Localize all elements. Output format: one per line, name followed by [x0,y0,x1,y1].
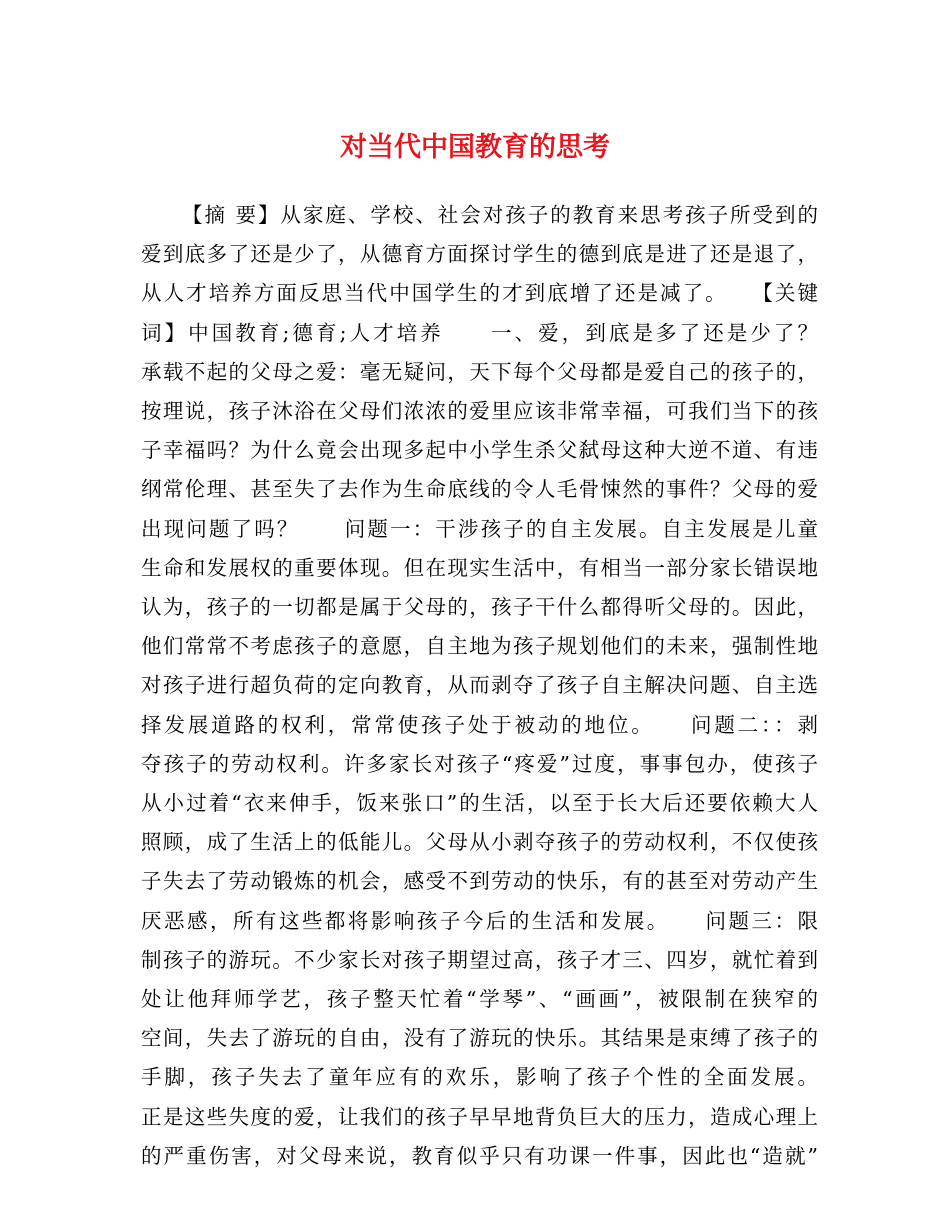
body-line: 承载不起的父母之爱：毫无疑问，天下每个父母都是爱自己的孩子的， [141,359,818,384]
body-line: 生命和发展权的重要体现。但在现实生活中，有相当一部分家长错误地 [141,555,818,580]
body-line: 【摘 要】从家庭、学校、社会对孩子的教育来思考孩子所受到的 [182,203,818,227]
body-line: 子失去了劳动锻炼的机会，感受不到劳动的快乐，有的甚至对劳动产生 [141,869,818,894]
body-line: 爱到底多了还是少了，从德育方面探讨学生的德到底是进了还是退了， [141,242,818,267]
body-line: 从小过着“衣来伸手，饭来张口”的生活，以至于长大后还要依赖大人 [141,791,818,816]
body-line: 出现问题了吗？ 问题一：干涉孩子的自主发展。自主发展是儿童 [141,516,818,541]
body-line: 他们常常不考虑孩子的意愿，自主地为孩子规划他们的未来，强制性地 [141,634,818,659]
body-line: 的严重伤害，对父母来说，教育似乎只有功课一件事，因此也“造就” [141,1143,818,1168]
body-line: 夺孩子的劳动权利。许多家长对孩子“疼爱”过度，事事包办，使孩子 [141,751,818,776]
body-line: 子幸福吗？为什么竟会出现多起中小学生杀父弑母这种大逆不道、有违 [141,438,818,463]
body-line: 对孩子进行超负荷的定向教育，从而剥夺了孩子自主解决问题、自主选 [141,673,818,698]
body-line: 照顾，成了生活上的低能儿。父母从小剥夺孩子的劳动权利，不仅使孩 [141,830,818,855]
body-line: 择发展道路的权利，常常使孩子处于被动的地位。 问题二：：剥 [141,712,818,737]
body-line: 从人才培养方面反思当代中国学生的才到底增了还是减了。 【关键 [141,281,818,306]
document-title: 对当代中国教育的思考 [340,132,610,163]
body-line: 厌恶感，所有这些都将影响孩子今后的生活和发展。 问题三：限 [141,908,818,933]
body-line: 按理说，孩子沐浴在父母们浓浓的爱里应该非常幸福，可我们当下的孩 [141,399,818,424]
body-line: 制孩子的游玩。不少家长对孩子期望过高，孩子才三、四岁，就忙着到 [141,947,818,972]
body-line: 正是这些失度的爱，让我们的孩子早早地背负巨大的压力，造成心理上 [141,1104,818,1129]
body-line: 纲常伦理、甚至失了去作为生命底线的令人毛骨悚然的事件？父母的爱 [141,477,818,502]
body-line: 空间，失去了游玩的自由，没有了游玩的快乐。其结果是束缚了孩子的 [141,1026,818,1051]
body-line: 认为，孩子的一切都是属于父母的，孩子干什么都得听父母的。因此， [141,595,818,620]
body-line: 手脚，孩子失去了童年应有的欢乐，影响了孩子个性的全面发展。 [141,1065,818,1090]
body-line: 词】中国教育;德育;人才培养 一、爱，到底是多了还是少了？ [141,320,818,345]
body-line: 处让他拜师学艺，孩子整天忙着“学琴”、“画画”，被限制在狭窄的 [141,987,818,1012]
document-body [141,196,818,1176]
